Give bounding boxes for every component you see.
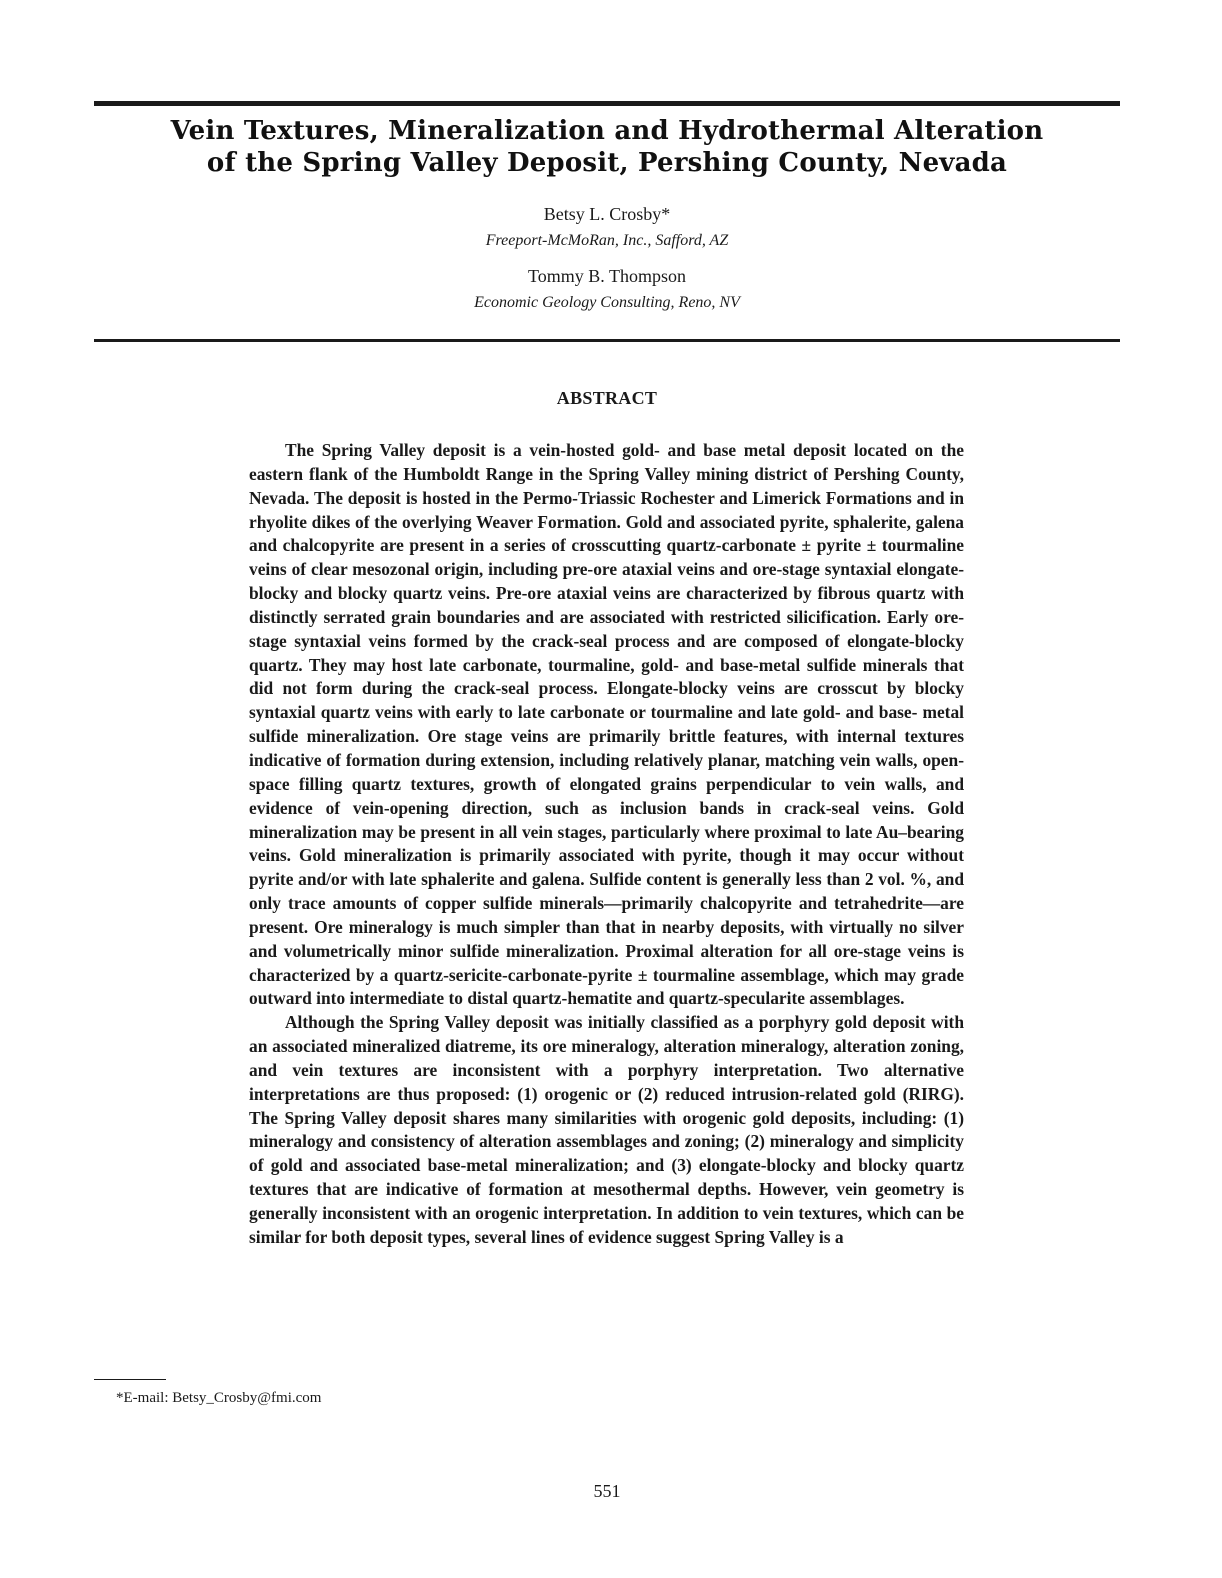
author-name-2: Tommy B. Thompson xyxy=(528,266,686,286)
title-top-rule xyxy=(94,101,1120,106)
page-number: 551 xyxy=(593,1481,621,1501)
author-name-1: Betsy L. Crosby* xyxy=(543,204,671,224)
abstract-paragraph-1: The Spring Valley deposit is a vein-hosted gold- and base metal deposit located on the eastern flank of the Humboldt Range in the Spring Valley mining district of Pershing County, Nevada. The deposit is hosted in the Permo-Triassic Rochester and Limerick Formations and in rhyolite dikes of the overlying Weaver Formation. Gold and associated pyrite, sphalerite, galena and chalcopyrite are present in a series of crosscutting quartz-carbonate ± pyrite ± tourmaline veins of clear mesozonal origin, including pre-ore ataxial veins and ore-stage syntaxial elongate-blocky and blocky quartz veins. Pre-ore ataxial veins are characterized by fibrous quartz with distinctly serrated grain boundaries and are associated with restricted silicification. Early ore-stage syntaxial veins formed by the crack-seal process and are composed of elongate-blocky quartz. They may host late carbonate, tourmaline, gold- and base-metal sulfide minerals that did not form during the crack-seal process. Elongate-blocky veins are crosscut by blocky syntaxial quartz veins with early to late carbonate or tourmaline and late gold- and base- metal sulfide mineralization. Ore stage veins are primarily brittle features, with internal textures indicative of formation during extension, including relatively planar, matching vein walls, open-space filling quartz textures, growth of elongated grains perpendicular to vein walls, and evidence of vein-opening direction, such as inclusion bands in crack-seal veins. Gold mineralization may be present in all vein stages, particularly where proximal to late Au–bearing veins. Gold mineralization is primarily associated with pyrite, though it may occur without pyrite and/or with late sphalerite and galena. Sulfide content is generally less than 2 vol. %, and only trace amounts of copper sulfide minerals—primarily chalcopyrite and tetrahedrite—are present. Ore mineralogy is much simpler than that in nearby deposits, with virtually no silver and volumetrically minor sulfide mineralization. Proximal alteration for all ore-stage veins is characterized by a quartz-sericite-carbonate-pyrite ± tourmaline assemblage, which may grade outward into intermediate to distal quartz-hematite and quartz-specularite assemblages. xyxy=(249,440,964,1009)
author-affiliation-2: Economic Geology Consulting, Reno, NV xyxy=(474,294,740,311)
abstract-paragraph-2: Although the Spring Valley deposit was initially classified as a porphyry gold deposit with an associated mineralized diatreme, its ore mineralogy, alteration mineralogy, alteration zoning, and vein textures are inconsistent with a porphyry interpretation. Two alternative interpretations are thus proposed: (1) orogenic or (2) reduced intrusion-related gold (RIRG). The Spring Valley deposit shares many similarities with orogenic gold deposits, including: (1) mineralogy and consistency of alteration assemblages and zoning; (2) mineralogy and simplicity of gold and associated base-metal mineralization; and (3) elongate-blocky and blocky quartz textures that are indicative of formation at mesothermal depths. However, vein geometry is generally inconsistent with an orogenic interpretation. In addition to vein textures, which can be similar for both deposit types, several lines of evidence suggest Spring Valley is a xyxy=(249,1012,964,1247)
paper-title-line-2: of the Spring Valley Deposit, Pershing County, Nevada xyxy=(206,148,1008,178)
author-affiliation-1: Freeport-McMoRan, Inc., Safford, AZ xyxy=(485,232,729,249)
header-bottom-rule xyxy=(94,339,1120,342)
footnote-rule xyxy=(94,1379,166,1380)
abstract-body xyxy=(249,439,964,1250)
abstract-heading: ABSTRACT xyxy=(556,388,658,408)
footnote-email: *E-mail: Betsy_Crosby@fmi.com xyxy=(116,1390,322,1406)
paper-title xyxy=(94,115,1120,179)
paper-title-line-1: Vein Textures, Mineralization and Hydrothermal Alteration xyxy=(170,116,1044,146)
